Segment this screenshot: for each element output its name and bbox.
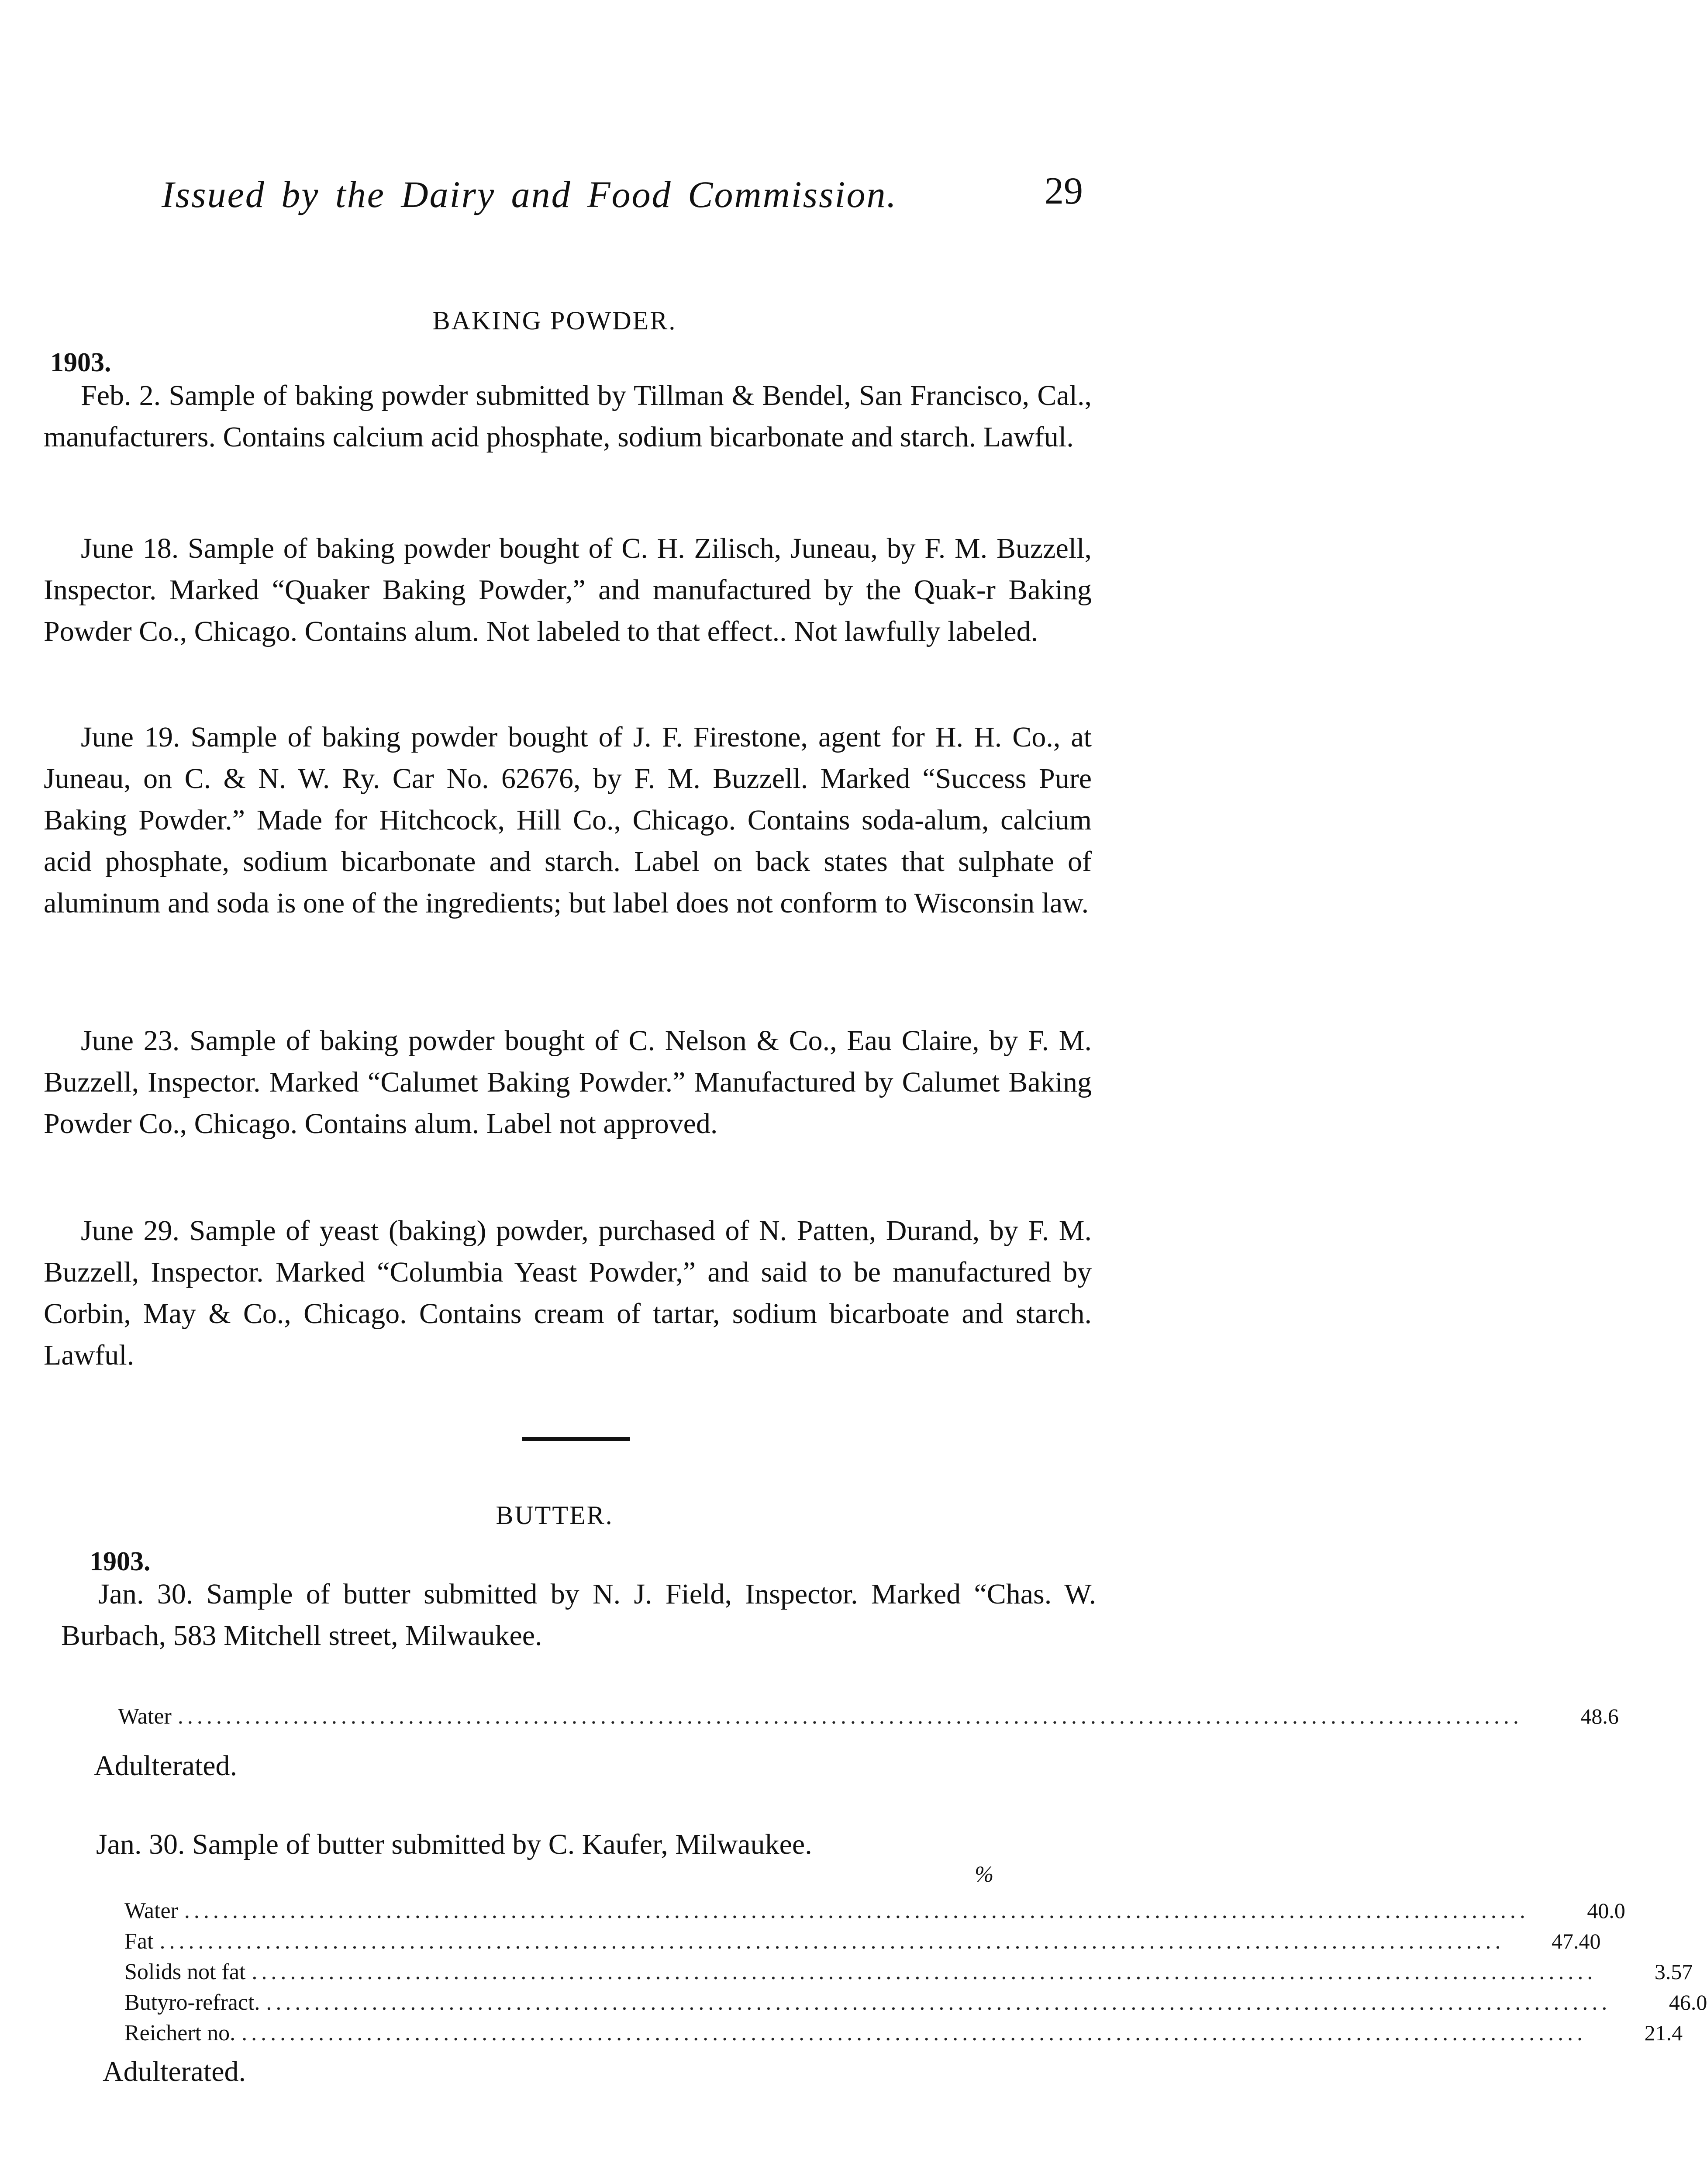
analysis-table-1: [118, 1704, 1619, 1734]
entry-butter-1: [61, 1573, 1096, 1656]
section-divider: [522, 1437, 630, 1441]
analysis-label: Butyro-refract.: [124, 1990, 260, 2015]
unit-marker: %: [975, 1862, 994, 1887]
analysis-table-2: [124, 1898, 1707, 2051]
analysis-label: Water: [124, 1898, 178, 1923]
entry-date: June 29.: [81, 1215, 180, 1247]
entry-butter-2: [96, 1824, 1057, 1865]
analysis-value: 47.40: [1551, 1929, 1601, 1953]
analysis-value: 46.0: [1669, 1990, 1707, 2015]
entry-date: Jan. 30.: [96, 1828, 185, 1860]
running-title: Issued by the Dairy and Food Commission.: [162, 173, 897, 215]
entry-baking-powder-2: [44, 528, 1092, 652]
analysis-row: [124, 1898, 1625, 1928]
entry-text: Sample of butter submitted by N. J. Field, Inspector. Marked “Chas. W. Burbach, 583 Mitchell street, Milwaukee.: [61, 1578, 1096, 1652]
running-header: [162, 170, 1083, 225]
analysis-label: Water: [118, 1704, 172, 1729]
analysis-value: 21.4: [1644, 2021, 1683, 2045]
dot-leader: ............................................................................................................................................: [177, 1704, 1523, 1729]
section-heading-butter: BUTTER.: [496, 1501, 614, 1530]
analysis-label: Solids not fat: [124, 1959, 246, 1984]
entry-date: Jan. 30.: [98, 1578, 193, 1610]
analysis-row: [124, 1959, 1693, 1990]
entry-text: Sample of yeast (baking) powder, purchased of N. Patten, Durand, by F. M. Buzzell, Inspector. Marked “Columbia Yeast Powder,” and said to be manufactured by Corbin, May & Co., Chicago. Contains cream of tartar, sodium bicarboate and starch. Lawful.: [44, 1215, 1092, 1371]
dot-leader: ............................................................................................................................................: [184, 1898, 1529, 1923]
entry-date: Feb. 2.: [81, 380, 161, 411]
entry-text: Sample of baking powder bought of C. H. Zilisch, Juneau, by F. M. Buzzell, Inspector. Marked “Quaker Baking Powder,” and manufactured by the Quak‑r Baking Powder Co., Chicago. Contains alum. Not labeled to that effect.. Not lawfully labeled.: [44, 532, 1092, 647]
dot-leader: ............................................................................................................................................: [241, 2021, 1587, 2046]
analysis-label: Fat: [124, 1929, 154, 1954]
entry-text: Sample of butter submitted by C. Kaufer, Milwaukee.: [185, 1828, 812, 1860]
entry-baking-powder-4: [44, 1020, 1092, 1144]
analysis-row: [124, 1928, 1601, 1959]
dot-leader: ............................................................................................................................................: [159, 1929, 1505, 1954]
analysis-label: Reichert no.: [124, 2021, 236, 2046]
analysis-value: 3.57: [1654, 1959, 1693, 1984]
analysis-row: [118, 1704, 1619, 1734]
verdict: Adulterated.: [94, 1750, 238, 1782]
analysis-row: [124, 2020, 1683, 2051]
entry-baking-powder-3: [44, 716, 1092, 924]
section-heading-baking-powder: BAKING POWDER.: [432, 306, 677, 335]
dot-leader: ............................................................................................................................................: [266, 1990, 1611, 2015]
dot-leader: ............................................................................................................................................: [252, 1959, 1597, 1984]
entry-text: Sample of baking powder bought of J. F. Firestone, agent for H. H. Co., at Juneau, on C. & N. W. Ry. Car No. 62676, by F. M. Buzzell. Marked “Success Pure Baking Powder.” Made for Hitchcock, Hill Co., Chicago. Contains soda-alum, calcium acid phosphate, sodium bicarbonate and starch. Label on back states that sulphate of aluminum and soda is one of the ingredients; but label does not conform to Wisconsin law.: [44, 721, 1092, 919]
page-number: 29: [1045, 170, 1083, 212]
entry-date: June 19.: [81, 721, 180, 753]
analysis-value: 40.0: [1587, 1898, 1625, 1923]
entry-baking-powder-1: [44, 375, 1092, 458]
entry-date: June 23.: [81, 1025, 180, 1057]
analysis-row: [124, 1990, 1707, 2020]
entry-text: Sample of baking powder submitted by Tillman & Bendel, San Francisco, Cal., manufacturers. Contains calcium acid phosphate, sodium bicarbonate and starch. Lawful.: [44, 380, 1092, 453]
section-year: 1903.: [90, 1547, 151, 1576]
entry-date: June 18.: [81, 532, 179, 564]
entry-baking-powder-5: [44, 1210, 1092, 1376]
verdict: Adulterated.: [103, 2056, 246, 2087]
analysis-value: 48.6: [1580, 1704, 1619, 1728]
section-year: 1903.: [50, 348, 111, 377]
entry-text: Sample of baking powder bought of C. Nelson & Co., Eau Claire, by F. M. Buzzell, Inspector. Marked “Calumet Baking Powder.” Manufactured by Calumet Baking Powder Co., Chicago. Contains alum. Label not approved.: [44, 1025, 1092, 1140]
